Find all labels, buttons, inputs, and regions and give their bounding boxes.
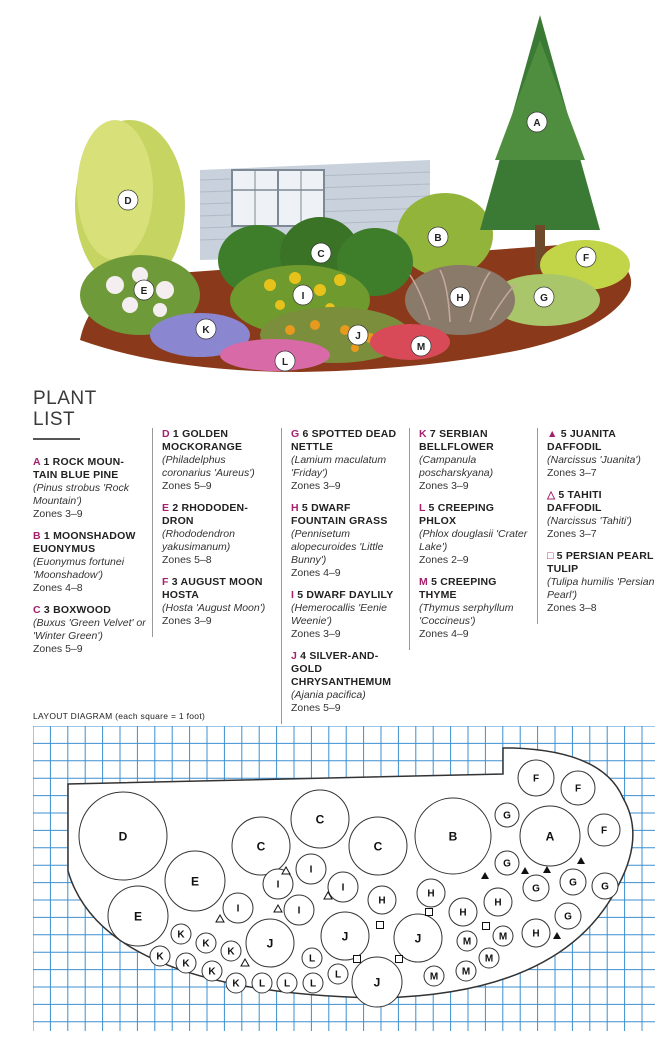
svg-text:F: F <box>532 773 540 785</box>
svg-text:E: E <box>140 286 148 297</box>
plant-entry <box>419 428 531 493</box>
tulip-marker <box>396 956 403 963</box>
layout-plant <box>150 946 170 966</box>
plant-scientific-name: (Hosta 'August Moon') <box>162 602 266 614</box>
plant-zones: Zones 5–8 <box>162 554 212 566</box>
svg-text:D: D <box>118 829 128 844</box>
layout-plant <box>246 919 294 967</box>
layout-plant <box>352 957 402 1007</box>
layout-plant <box>349 817 407 875</box>
illustration-label <box>348 325 368 345</box>
plant-scientific-name: (Rhododendron yakusimanum) <box>162 528 235 553</box>
svg-text:L: L <box>258 978 266 990</box>
svg-text:G: G <box>503 858 511 870</box>
svg-text:H: H <box>459 907 467 919</box>
svg-text:C: C <box>317 249 325 260</box>
svg-text:C: C <box>256 839 266 854</box>
plant-scientific-name: (Philadelphus coronarius 'Aureus') <box>162 454 255 479</box>
plant-zones: Zones 3–9 <box>291 480 341 492</box>
svg-text:G: G <box>532 883 540 895</box>
plant-entry <box>547 550 658 615</box>
layout-plant <box>424 966 444 986</box>
plant-zones: Zones 5–9 <box>162 480 212 492</box>
layout-plant <box>171 924 191 944</box>
layout-plant <box>561 771 595 805</box>
layout-plant <box>523 875 549 901</box>
plant-scientific-name: (Ajania pacifica) <box>291 689 366 701</box>
layout-plant <box>449 898 477 926</box>
layout-plant <box>196 933 216 953</box>
plant-letter: B <box>33 530 41 542</box>
svg-text:G: G <box>540 293 548 304</box>
layout-plant <box>555 903 581 929</box>
plant-scientific-name: (Euonymus fortunei 'Moonshadow') <box>33 556 125 581</box>
plant-name: 1 ROCK MOUN-TAIN BLUE PINE <box>33 456 125 481</box>
plant-name: 1 GOLDEN MOCKORANGE <box>162 428 243 453</box>
layout-plant <box>221 941 241 961</box>
svg-text:H: H <box>494 897 502 909</box>
plant-entry <box>291 589 403 641</box>
svg-text:I: I <box>236 903 240 915</box>
illustration-label <box>534 287 554 307</box>
layout-plant <box>296 854 326 884</box>
svg-text:I: I <box>341 882 345 894</box>
layout-plant <box>518 760 554 796</box>
layout-plant <box>202 961 222 981</box>
layout-plant <box>226 973 246 993</box>
plant-entry <box>33 456 148 521</box>
illustration-label <box>411 336 431 356</box>
layout-plant <box>394 914 442 962</box>
plant-letter: ▲ <box>547 428 558 440</box>
plant-letter: K <box>419 428 427 440</box>
plant-scientific-name: (Phlox douglasii 'Crater Lake') <box>419 528 528 553</box>
layout-plant <box>328 964 348 984</box>
plant-column-1 <box>33 456 148 665</box>
svg-text:K: K <box>202 938 210 950</box>
svg-text:H: H <box>378 895 386 907</box>
plant-scientific-name: (Narcissus 'Tahiti') <box>547 515 632 527</box>
title-rule <box>33 438 80 440</box>
plant-entry <box>291 502 403 580</box>
illustration-label <box>275 351 295 371</box>
layout-plant <box>165 851 225 911</box>
svg-text:G: G <box>564 911 572 923</box>
plant-scientific-name: (Campanula poscharskyana) <box>419 454 494 479</box>
plant-name: 5 TAHITI DAFFODIL <box>547 489 602 514</box>
plant-letter: E <box>162 502 170 514</box>
tulip-marker <box>426 909 433 916</box>
svg-text:E: E <box>190 874 200 889</box>
svg-text:D: D <box>124 196 132 207</box>
plant-letter: L <box>419 502 426 514</box>
svg-text:C: C <box>373 839 383 854</box>
svg-text:I: I <box>309 864 313 876</box>
layout-diagram <box>33 726 655 1031</box>
layout-plant <box>417 879 445 907</box>
layout-plant <box>592 873 618 899</box>
svg-text:M: M <box>429 971 439 983</box>
plant-letter: J <box>291 650 298 662</box>
garden-illustration <box>0 0 658 385</box>
tulip-marker <box>354 956 361 963</box>
plant-letter: △ <box>547 489 556 501</box>
svg-text:H: H <box>456 293 464 304</box>
layout-plant <box>176 953 196 973</box>
illustration-label <box>311 243 331 263</box>
plant-list-title: PLANT LIST <box>33 388 97 430</box>
illustration-label <box>118 190 138 210</box>
svg-text:L: L <box>281 357 289 368</box>
plant-name: 5 PERSIAN PEARL TULIP <box>547 550 654 575</box>
illustration-label <box>134 280 154 300</box>
svg-text:F: F <box>582 253 590 264</box>
plant-column-5 <box>537 428 658 624</box>
plant-scientific-name: (Tulipa humilis 'Persian Pearl') <box>547 576 655 601</box>
svg-text:A: A <box>533 118 541 129</box>
plant-letter: I <box>291 589 295 601</box>
plant-entry <box>419 502 531 567</box>
plant-letter: C <box>33 604 41 616</box>
illustration-label <box>527 112 547 132</box>
svg-text:K: K <box>177 929 185 941</box>
layout-plant <box>456 961 476 981</box>
plant-name: 6 SPOTTED DEAD NETTLE <box>291 428 397 453</box>
layout-plant <box>302 948 322 968</box>
plant-zones: Zones 3–7 <box>547 467 597 479</box>
svg-text:K: K <box>208 966 216 978</box>
plant-name: 5 JUANITA DAFFODIL <box>547 428 616 453</box>
plant-column-4 <box>409 428 531 650</box>
layout-plant <box>588 814 620 846</box>
svg-text:J: J <box>373 975 381 990</box>
plant-scientific-name: (Pinus strobus 'Rock Mountain') <box>33 482 129 507</box>
svg-text:B: B <box>448 829 458 844</box>
plant-letter: H <box>291 502 299 514</box>
illustration-label <box>196 319 216 339</box>
plant-entry <box>547 489 658 541</box>
plant-name: 5 CREEPING THYME <box>419 576 497 601</box>
svg-text:J: J <box>266 936 274 951</box>
plant-zones: Zones 3–9 <box>419 480 469 492</box>
svg-text:H: H <box>427 888 435 900</box>
svg-text:I: I <box>297 905 301 917</box>
layout-plant <box>252 973 272 993</box>
layout-plant <box>457 931 477 951</box>
plant-scientific-name: (Buxus 'Green Velvet' or 'Winter Green') <box>33 617 146 642</box>
plant-letter: □ <box>547 550 554 562</box>
plant-name: 3 AUGUST MOON HOSTA <box>162 576 263 601</box>
plant-entry <box>291 650 403 715</box>
plant-letter: G <box>291 428 300 440</box>
layout-plant <box>493 926 513 946</box>
layout-plant <box>484 888 512 916</box>
svg-text:A: A <box>545 829 555 844</box>
plant-letter: M <box>419 576 428 588</box>
svg-text:L: L <box>308 953 316 965</box>
svg-text:J: J <box>414 931 422 946</box>
layout-plant <box>291 790 349 848</box>
svg-text:J: J <box>355 331 361 342</box>
plant-name: 5 DWARF FOUNTAIN GRASS <box>291 502 388 527</box>
svg-text:G: G <box>569 877 577 889</box>
svg-text:G: G <box>503 810 511 822</box>
illustration-label <box>428 227 448 247</box>
plant-zones: Zones 4–8 <box>33 582 83 594</box>
layout-plant <box>108 886 168 946</box>
plant-entry <box>291 428 403 493</box>
svg-text:I: I <box>301 291 305 302</box>
plant-column-3 <box>281 428 403 724</box>
layout-plant <box>328 872 358 902</box>
tulip-marker <box>377 922 384 929</box>
plant-scientific-name: (Lamium maculatum 'Friday') <box>291 454 387 479</box>
illustration-label <box>576 247 596 267</box>
layout-plant <box>479 948 499 968</box>
layout-plant <box>368 886 396 914</box>
plant-letter: A <box>33 456 41 468</box>
plant-zones: Zones 5–9 <box>291 702 341 714</box>
svg-text:I: I <box>276 879 280 891</box>
plant-zones: Zones 5–9 <box>33 643 83 655</box>
plant-entry <box>162 428 274 493</box>
svg-text:G: G <box>601 881 609 893</box>
illustration-label <box>293 285 313 305</box>
layout-plant <box>277 973 297 993</box>
svg-text:L: L <box>334 969 342 981</box>
layout-plant <box>495 851 519 875</box>
layout-plant <box>303 973 323 993</box>
plant-name: 5 DWARF DAYLILY <box>294 589 394 601</box>
svg-text:M: M <box>416 342 426 353</box>
plant-scientific-name: (Narcissus 'Juanita') <box>547 454 641 466</box>
layout-plant <box>522 919 550 947</box>
plant-scientific-name: (Thymus serphyllum 'Coccineus') <box>419 602 514 627</box>
plant-entry <box>162 502 274 567</box>
plant-name: 5 CREEPING PHLOX <box>419 502 495 527</box>
layout-plant <box>321 912 369 960</box>
plant-zones: Zones 3–8 <box>547 602 597 614</box>
layout-plant <box>415 798 491 874</box>
svg-text:M: M <box>484 953 494 965</box>
tulip-marker <box>483 923 490 930</box>
svg-text:K: K <box>227 946 235 958</box>
svg-text:M: M <box>461 966 471 978</box>
layout-plant <box>520 806 580 866</box>
svg-text:K: K <box>156 951 164 963</box>
plant-name: 3 BOXWOOD <box>40 604 112 616</box>
illustration-label <box>450 287 470 307</box>
plant-name: 1 MOONSHADOW EUONYMUS <box>33 530 136 555</box>
svg-text:C: C <box>315 812 325 827</box>
plant-column-2 <box>152 428 274 637</box>
layout-plant <box>232 817 290 875</box>
plant-zones: Zones 3–9 <box>291 628 341 640</box>
plant-name: 7 SERBIAN BELLFLOWER <box>419 428 494 453</box>
plant-name: 4 SILVER-AND-GOLD CHRYSANTHEMUM <box>291 650 392 688</box>
plant-zones: Zones 4–9 <box>419 628 469 640</box>
svg-text:M: M <box>498 931 508 943</box>
layout-plant <box>223 893 253 923</box>
plant-zones: Zones 2–9 <box>419 554 469 566</box>
svg-text:K: K <box>182 958 190 970</box>
svg-text:L: L <box>309 978 317 990</box>
svg-text:E: E <box>133 909 143 924</box>
plant-scientific-name: (Pennisetum alopecuroides 'Little Bunny') <box>291 528 384 566</box>
svg-text:J: J <box>341 929 349 944</box>
plant-entry <box>162 576 274 628</box>
plant-letter: D <box>162 428 170 440</box>
plant-letter: F <box>162 576 169 588</box>
plant-zones: Zones 3–9 <box>33 508 83 520</box>
svg-text:K: K <box>232 978 240 990</box>
plant-entry <box>33 530 148 595</box>
svg-text:M: M <box>462 936 472 948</box>
plant-entry <box>419 576 531 641</box>
plant-entry <box>33 604 148 656</box>
plant-zones: Zones 3–7 <box>547 528 597 540</box>
layout-plant <box>284 895 314 925</box>
plant-zones: Zones 4–9 <box>291 567 341 579</box>
plant-name: 2 RHODODEN-DRON <box>162 502 249 527</box>
svg-text:K: K <box>202 325 210 336</box>
svg-text:H: H <box>532 928 540 940</box>
layout-plant <box>495 803 519 827</box>
svg-text:L: L <box>283 978 291 990</box>
svg-text:F: F <box>600 825 608 837</box>
plant-zones: Zones 3–9 <box>162 615 212 627</box>
plant-scientific-name: (Hemerocallis 'Eenie Weenie') <box>291 602 387 627</box>
layout-plant <box>79 792 167 880</box>
svg-text:B: B <box>434 233 442 244</box>
plant-entry <box>547 428 658 480</box>
svg-text:F: F <box>574 783 582 795</box>
layout-diagram-title: LAYOUT DIAGRAM (each square = 1 foot) <box>33 711 206 721</box>
layout-plant <box>560 869 586 895</box>
